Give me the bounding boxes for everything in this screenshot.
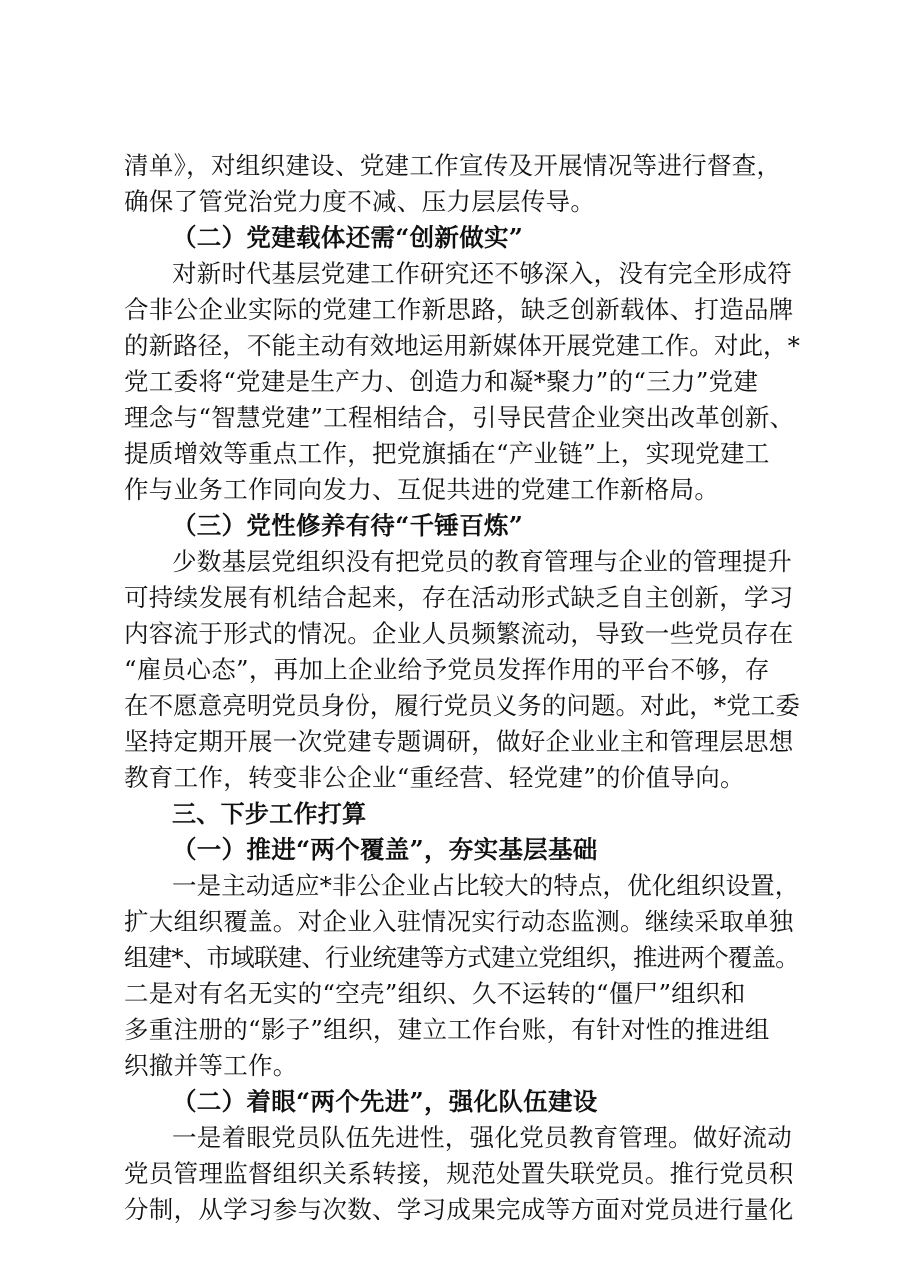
paragraph-line: 二是对有名无实的“空壳”组织、久不运转的“僵尸”组织和 (124, 979, 746, 1008)
paragraph-line: 织撤并等工作。 (124, 1051, 298, 1080)
paragraph-line: 一是主动适应*非公企业占比较大的特点，优化组织设置， (172, 871, 800, 900)
subsection-heading: （二）党建载体还需“创新做实” (172, 223, 524, 252)
paragraph-line: 理念与“智慧党建”工程相结合，引导民营企业突出改革创新、 (124, 403, 795, 432)
section-heading: 三、下步工作打算 (172, 800, 367, 828)
paragraph-line: 坚持定期开展一次党建专题调研，做好企业业主和管理层思想 (124, 727, 794, 756)
paragraph-line: 在不愿意亮明党员身份，履行党员义务的问题。对此，*党工委 (124, 691, 800, 720)
paragraph-line: 教育工作，转变非公企业“重经营、轻党建”的价值导向。 (124, 763, 745, 792)
paragraph-line: 确保了管党治党力度不减、压力层层传导。 (124, 187, 596, 216)
paragraph-line: 一是着眼党员队伍先进性，强化党员教育管理。做好流动 (172, 1123, 792, 1152)
paragraph-line: “雇员心态”，再加上企业给予党员发挥作用的平台不够，存 (124, 655, 770, 684)
subsection-heading: （三）党性修养有待“千锤百炼” (172, 511, 524, 540)
paragraph-line: 分制，从学习参与次数、学习成果完成等方面对党员进行量化 (124, 1195, 794, 1224)
paragraph-line: 少数基层党组织没有把党员的教育管理与企业的管理提升 (172, 547, 792, 576)
paragraph-line: 对新时代基层党建工作研究还不够深入，没有完全形成符 (172, 259, 792, 288)
paragraph-line: 内容流于形式的情况。企业人员频繁流动，导致一些党员存在 (124, 619, 794, 648)
paragraph-line: 合非公企业实际的党建工作新思路，缺乏创新载体、打造品牌 (124, 295, 794, 324)
paragraph-line: 提质增效等重点工作，把党旗插在“产业链”上，实现党建工 (124, 439, 770, 468)
paragraph-line: 党员管理监督组织关系转接，规范处置失联党员。推行党员积 (124, 1159, 794, 1188)
paragraph-line: 组建*、市域联建、行业统建等方式建立党组织，推进两个覆盖。 (124, 943, 799, 972)
subsection-heading: （二）着眼“两个先进”，强化队伍建设 (172, 1087, 598, 1116)
paragraph-line: 扩大组织覆盖。对企业入驻情况实行动态监测。继续采取单独 (124, 907, 794, 936)
paragraph-line: 的新路径，不能主动有效地运用新媒体开展党建工作。对此，* (124, 331, 800, 360)
subsection-heading: （一）推进“两个覆盖”，夯实基层基础 (172, 835, 598, 864)
paragraph-line: 可持续发展有机结合起来，存在活动形式缺乏自主创新，学习 (124, 583, 794, 612)
paragraph-line: 多重注册的“影子”组织，建立工作台账，有针对性的推进组 (124, 1015, 770, 1044)
paragraph-line: 党工委将“党建是生产力、创造力和凝*聚力”的“三力”党建 (124, 367, 759, 396)
paragraph-line: 清单》，对组织建设、党建工作宣传及开展情况等进行督查， (124, 151, 782, 180)
paragraph-line: 作与业务工作同向发力、互促共进的党建工作新格局。 (124, 475, 720, 504)
